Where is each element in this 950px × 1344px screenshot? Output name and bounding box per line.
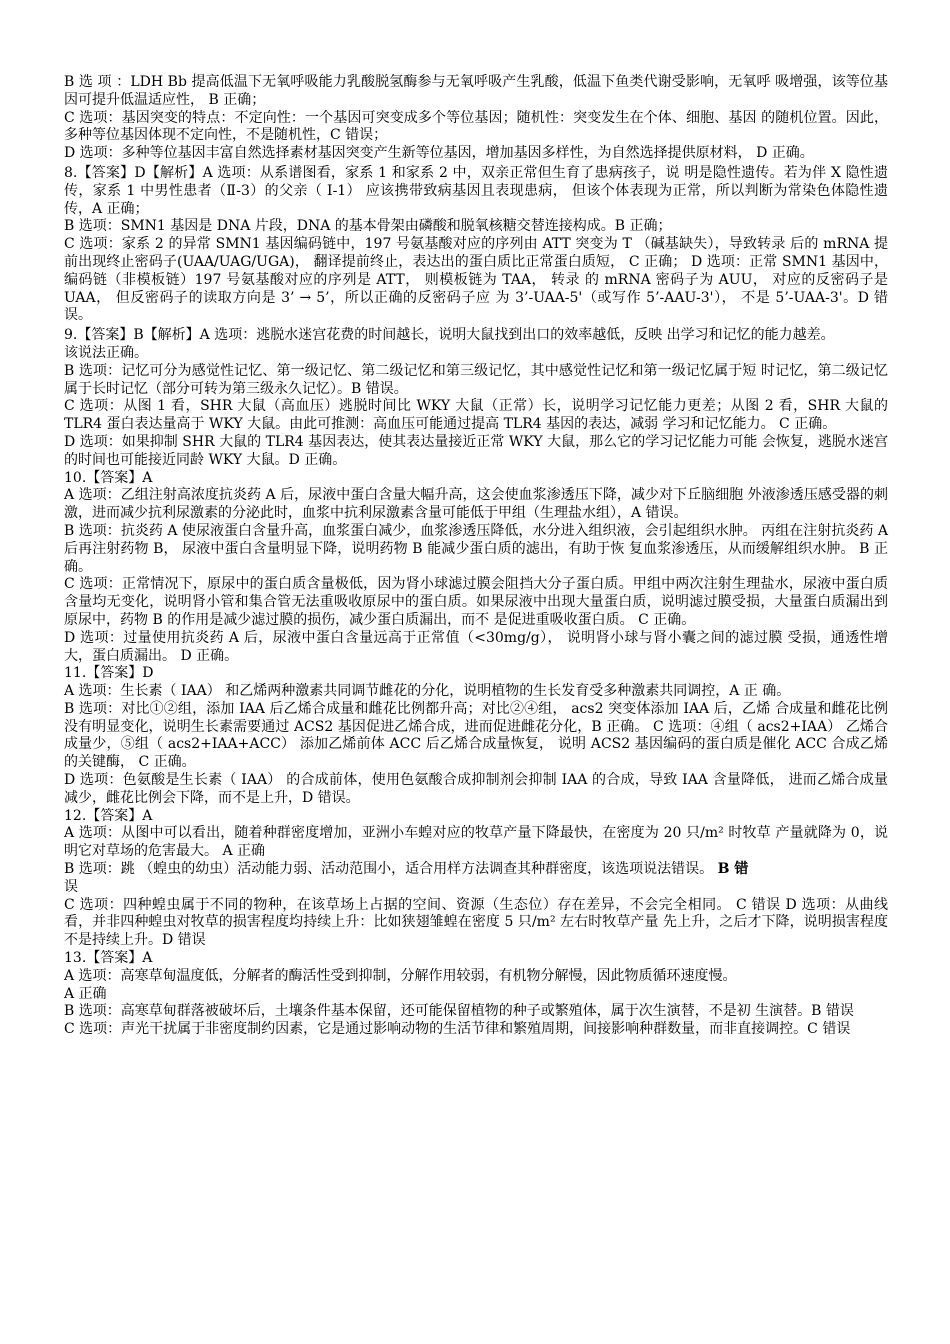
- text-line: B 选 项 ：LDH Bb 提高低温下无氧呼吸能力乳酸脱氢酶参与无氧呼吸产生乳酸，低温下鱼类代谢受影响，无氧呼 吸增强，该等位基因可提升低温适应性， B 正确；: [64, 74, 888, 108]
- text-line: A 选项：高寒草甸温度低，分解者的酶活性受到抑制，分解作用较弱，有机物分解慢，因此物质循环速度慢。: [64, 967, 737, 984]
- text-line: D 选项：过量使用抗炎药 A 后，尿液中蛋白含量远高于正常值（<30mg/g）， 说明肾小球与肾小囊之间的滤过膜 受损，通透性增大，蛋白质漏出。 D 正确。: [64, 629, 888, 664]
- bold-verdict: B 错: [717, 861, 749, 878]
- text-line: C 选项：从图 1 看，SHR 大鼠（高血压）逃脱时间比 WKY 大鼠（正常）长，说明学习记忆能力更差；从图 2 看，SHR 大鼠的 TLR4 蛋白表达量高于 WKY 大鼠。由此可推测：高血压可能通过提高 TLR4 基因的表达，减弱 学习和记忆能力。 C 正确。: [64, 398, 888, 433]
- text-line: C 选项：基因突变的特点：不定向性：一个基因可突变成多个等位基因；随机性：突变发生在个体、细胞、基因 的随机位置。因此，多种等位基因体现不定向性，不是随机性，C 错误；: [64, 109, 888, 144]
- text-line: A 选项：乙组注射高浓度抗炎药 A 后，尿液中蛋白含量大幅升高，这会使血浆渗透压下降，减少对下丘脑细胞 外液渗透压感受器的刺激，进而减少抗利尿激素的分泌此时，血浆中抗利尿激素含量可能低于甲组（生理盐水组），A 错误。: [64, 487, 888, 522]
- text-line: C 选项：声光干扰属于非密度制约因素，它是通过影响动物的生活节律和繁殖周期，间接影响种群数量，而非直接调控。C 错误: [64, 1021, 851, 1038]
- text-line: A 正确: [64, 985, 107, 1002]
- answer-heading-12: 12.【答案】A: [64, 807, 153, 824]
- text-line: B 选项：记忆可分为感觉性记忆、第一级记忆、第二级记忆和第三级记忆，其中感觉性记忆和第一级记忆属于短 时记忆，第二级记忆属于长时记忆（部分可转为第三级永久记忆）。B 错误。: [64, 362, 888, 397]
- text-line: B 选项：对比①②组，添加 IAA 后乙烯合成量和雌花比例都升高；对比②④组， acs2 突变体添加 IAA 后，乙烯 合成量和雌花比例没有明显变化，说明生长素需要通过 ACS2 基因促进乙烯合成，进而促进雌花分化，B 正确。 C 选项：④组（ acs2+IAA） 乙烯合成量少，⑤组（ acs2+IAA+ACC） 添加乙烯前体 ACC 后乙烯合成量恢复， 说明 ACS2 基因编码的蛋白质是催化 ACC 合成乙烯的关键酶， C 正确。: [64, 700, 888, 771]
- text-line: B 选项：抗炎药 A 使尿液蛋白含量升高，血浆蛋白减少，血浆渗透压降低，水分进入组织液，会引起组织水肿。 丙组在注射抗炎药 A 后再注射药物 B， 尿液中蛋白含量明显下降，说明药物 B 能减少蛋白质的滤出，有助于恢 复血浆渗透压，从而缓解组织水肿。 B 正确。: [64, 522, 888, 575]
- answer-explanations: [64, 74, 888, 1039]
- text-line: C 选项：家系 2 的异常 SMN1 基因编码链中，197 号氨基酸对应的序列由 ATT 突变为 T （碱基缺失），导致转录 后的 mRNA 提前出现终止密码子(UAA/UAG/UGA)， 翻译提前终止，表达出的蛋白质比正常蛋白质短， C 正确； D 选项：正常 SMN1 基因中，编码链（非模板链）197 号氨基酸对应的序列是 ATT， 则模板链为 TAA， 转录 的 mRNA 密码子为 AUU， 对应的反密码子是 UAA， 但反密码子的读取方向是 3’ → 5’，所以正确的反密码子应 为 3’-UAA-5'（或写作 5’-AAU-3'）， 不是 5’-UAA-3'。D 错误。: [64, 236, 888, 324]
- text-line: C 选项：正常情况下，原尿中的蛋白质含量极低，因为肾小球滤过膜会阻挡大分子蛋白质。甲组中两次注射生理盐水，尿液中蛋白质含量均无变化，说明肾小管和集合管无法重吸收原尿中的蛋白质。如果尿液中出现大量蛋白质，说明滤过膜受损，大量蛋白质漏出到原尿中，药物 B 的作用是减少滤过膜的损伤，减少蛋白质漏出，而不 是促进重吸收蛋白质。 C 正确。: [64, 576, 888, 628]
- text-line: [64, 861, 888, 879]
- text-line: C 选项：四种蝗虫属于不同的物种，在该草场上占据的空间、资源（生态位）存在差异，不会完全相同。 C 错误 D 选项：从曲线看，并非四种蝗虫对牧草的损害程度均持续上升：比如狭翅雏蝗在密度 5 只/m² 左右时牧草产量 先上升，之后才下降，说明损害程度不是持续上升。D 错误: [64, 896, 888, 949]
- text-line: A 选项：从图中可以看出，随着种群密度增加，亚洲小车蝗对应的牧草产量下降最快，在密度为 20 只/m² 时牧草 产量就降为 0，说明它对草场的危害最大。 A 正确: [64, 825, 888, 860]
- text-line: 该说法正确。: [64, 344, 148, 361]
- text-span: B 选项：跳 （蝗虫的幼虫）活动能力弱、活动范围小，适合用样方法调查其种群密度，该选项说法错误。: [64, 861, 718, 878]
- answer-heading-10: 10.【答案】A: [64, 469, 153, 486]
- text-line: 误: [64, 878, 78, 895]
- text-line: B 选项：SMN1 基因是 DNA 片段，DNA 的基本骨架由磷酸和脱氧核糖交替连接构成。B 正确；: [64, 218, 672, 235]
- answer-heading-13: 13.【答案】A: [64, 950, 153, 967]
- text-line: B 选项：高寒草甸群落被破坏后，土壤条件基本保留，还可能保留植物的种子或繁殖体，属于次生演替，不是初 生演替。B 错误: [64, 1003, 854, 1020]
- answer-heading-8: 8.【答案】D【解析】A 选项：从系谱图看，家系 1 和家系 2 中，双亲正常但生育了患病孩子，说 明是隐性遗传。若为伴 X 隐性遗传，家系 1 中男性患者（Ⅱ-3）的父亲（ I-1） 应该携带致病基因且表现患病， 但该个体表现为正常，所以判断为常染色体隐性遗传，A 正确；: [64, 164, 888, 217]
- text-line: D 选项：如果抑制 SHR 大鼠的 TLR4 基因表达，使其表达量接近正常 WKY 大鼠，那么它的学习记忆能力可能 会恢复，逃脱水迷宫的时间也可能接近同龄 WKY 大鼠。D 正确。: [64, 433, 888, 468]
- answer-heading-11: 11.【答案】D: [64, 665, 154, 682]
- text-line: D 选项：色氨酸是生长素（ IAA） 的合成前体，使用色氨酸合成抑制剂会抑制 IAA 的合成，导致 IAA 含量降低， 进而乙烯合成量减少，雌花比例会下降，而不是上升，D 错误。: [64, 772, 888, 806]
- text-line: A 选项：生长素（ IAA） 和乙烯两种激素共同调节雌花的分化，说明植物的生长发育受多种激素共同调控，A 正 确。: [64, 683, 791, 700]
- text-line: D 选项：多种等位基因丰富自然选择素材基因突变产生新等位基因，增加基因多样性，为自然选择提供原材料， D 正确。: [64, 145, 814, 162]
- answer-heading-9: 9.【答案】B【解析】A 选项：逃脱水迷宫花费的时间越长，说明大鼠找到出口的效率越低，反映 出学习和记忆的能力越差。: [64, 327, 835, 344]
